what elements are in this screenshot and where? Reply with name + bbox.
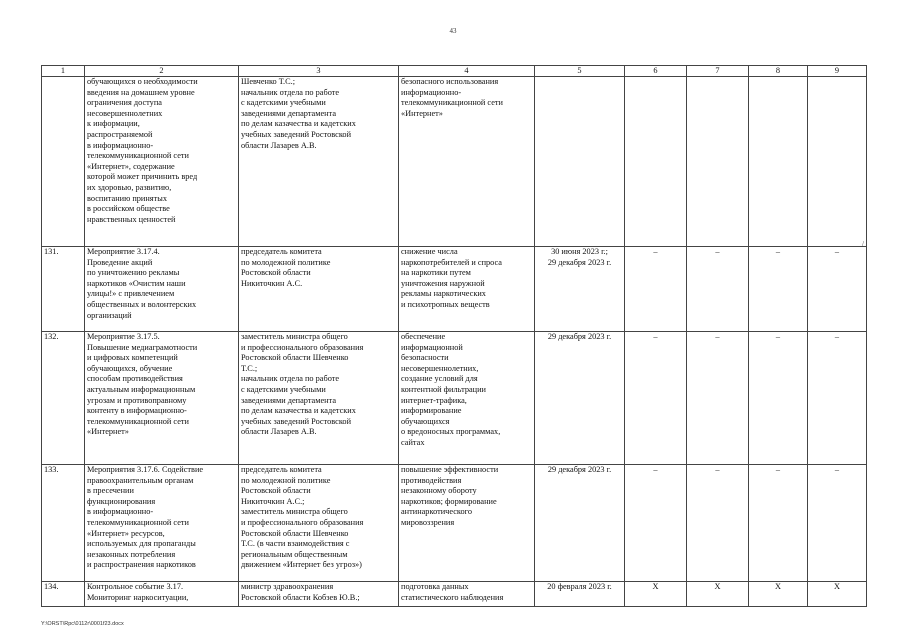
status-cell: –: [625, 247, 687, 332]
status-cell: [808, 77, 867, 247]
status-cell: [625, 77, 687, 247]
table-row: [42, 582, 867, 607]
event-cell: Мероприятие 3.17.5. Повышение медиаграмотности и цифровых компетенций обучающихся, обучение способам противодействия актуальным информационным угрозам и противоправному контенту в информационно- телекоммуникационной сети «Интернет»: [85, 332, 239, 465]
responsible-cell: Шевченко Т.С.; начальник отдела по работе с кадетскими учебными заведениями департамента по делам казачества и кадетских учебных заведений Ростовской области Лазарев А.В.: [239, 77, 399, 247]
footer-file-path: Y:\ORST\Rpc\0112r\0001f23.docx: [41, 621, 124, 627]
status-cell: Х: [687, 582, 749, 607]
status-cell: –: [749, 332, 808, 465]
row-number: [42, 77, 85, 247]
edge-mark: /: [862, 240, 864, 248]
row-number: 134.: [42, 582, 85, 607]
table-row: [42, 332, 867, 465]
table-row: [42, 247, 867, 332]
date-cell: [535, 77, 625, 247]
table-row: [42, 465, 867, 582]
responsible-cell: председатель комитета по молодежной политике Ростовской области Никиточкин А.С.: [239, 247, 399, 332]
row-number: 133.: [42, 465, 85, 582]
status-cell: –: [687, 465, 749, 582]
status-cell: –: [625, 332, 687, 465]
plan-table: [41, 65, 867, 607]
row-number: 131.: [42, 247, 85, 332]
date-cell: 20 февраля 2023 г.: [535, 582, 625, 607]
column-number: 5: [535, 66, 625, 77]
column-number: 6: [625, 66, 687, 77]
event-cell: Мероприятие 3.17.4. Проведение акций по уничтожению рекламы наркотиков «Очистим наши улицы!» с привлечением общественных и волонтерских организаций: [85, 247, 239, 332]
status-cell: –: [808, 247, 867, 332]
result-cell: безопасного использования информационно- телекоммуникационной сети «Интернет»: [399, 77, 535, 247]
status-cell: –: [749, 465, 808, 582]
event-cell: Мероприятия 3.17.6. Содействие правоохранительным органам в пресечении функционирования в информационно- телекоммуникационной сети «Интернет» ресурсов, используемых для пропаганды незаконных потребления и распространения наркотиков: [85, 465, 239, 582]
responsible-cell: министр здравоохранения Ростовской области Кобзев Ю.В.;: [239, 582, 399, 607]
date-cell: 30 июня 2023 г.; 29 декабря 2023 г.: [535, 247, 625, 332]
responsible-cell: заместитель министра общего и профессионального образования Ростовской области Шевченко Т.С.; начальник отдела по работе с кадетскими учебными заведениями департамента по делам казачества и кадетских учебных заведений Ростовской области Лазарев А.В.: [239, 332, 399, 465]
status-cell: –: [808, 465, 867, 582]
column-number: 2: [85, 66, 239, 77]
page-number: 43: [449, 27, 457, 35]
status-cell: –: [808, 332, 867, 465]
status-cell: Х: [749, 582, 808, 607]
status-cell: –: [749, 247, 808, 332]
table-row: [42, 77, 867, 247]
date-cell: 29 декабря 2023 г.: [535, 332, 625, 465]
date-cell: 29 декабря 2023 г.: [535, 465, 625, 582]
responsible-cell: председатель комитета по молодежной политике Ростовской области Никиточкин А.С.; заместитель министра общего и профессионального образования Ростовской области Шевченко Т.С. (в части взаимодействия с региональным общественным движением «Интернет без угроз»): [239, 465, 399, 582]
status-cell: Х: [808, 582, 867, 607]
status-cell: –: [687, 247, 749, 332]
column-number: 3: [239, 66, 399, 77]
column-number: 1: [42, 66, 85, 77]
column-number: 7: [687, 66, 749, 77]
column-number: 8: [749, 66, 808, 77]
column-number-row: [42, 66, 867, 77]
status-cell: [687, 77, 749, 247]
event-cell: обучающихся о необходимости введения на домашнем уровне ограничения доступа несовершеннолетних к информации, распространяемой в информационно- телекоммуникационной сети «Интернет», содержание которой может причинить вред их здоровью, развитию, воспитанию принятых в российском обществе нравственных ценностей: [85, 77, 239, 247]
status-cell: –: [625, 465, 687, 582]
result-cell: снижение числа наркопотребителей и спроса на наркотики путем уничтожения наружной рекламы наркотических и психотропных веществ: [399, 247, 535, 332]
row-number: 132.: [42, 332, 85, 465]
status-cell: [749, 77, 808, 247]
result-cell: повышение эффективности противодействия незаконному обороту наркотиков; формирование антинаркотического мировоззрения: [399, 465, 535, 582]
column-number: 9: [808, 66, 867, 77]
column-number: 4: [399, 66, 535, 77]
result-cell: подготовка данных статистического наблюдения: [399, 582, 535, 607]
status-cell: Х: [625, 582, 687, 607]
status-cell: –: [687, 332, 749, 465]
event-cell: Контрольное событие 3.17. Мониторинг наркоситуации,: [85, 582, 239, 607]
result-cell: обеспечение информационной безопасности несовершеннолетних, создание условий для контентной фильтрации интернет-трафика, информирование обучающихся о вредоносных программах, сайтах: [399, 332, 535, 465]
